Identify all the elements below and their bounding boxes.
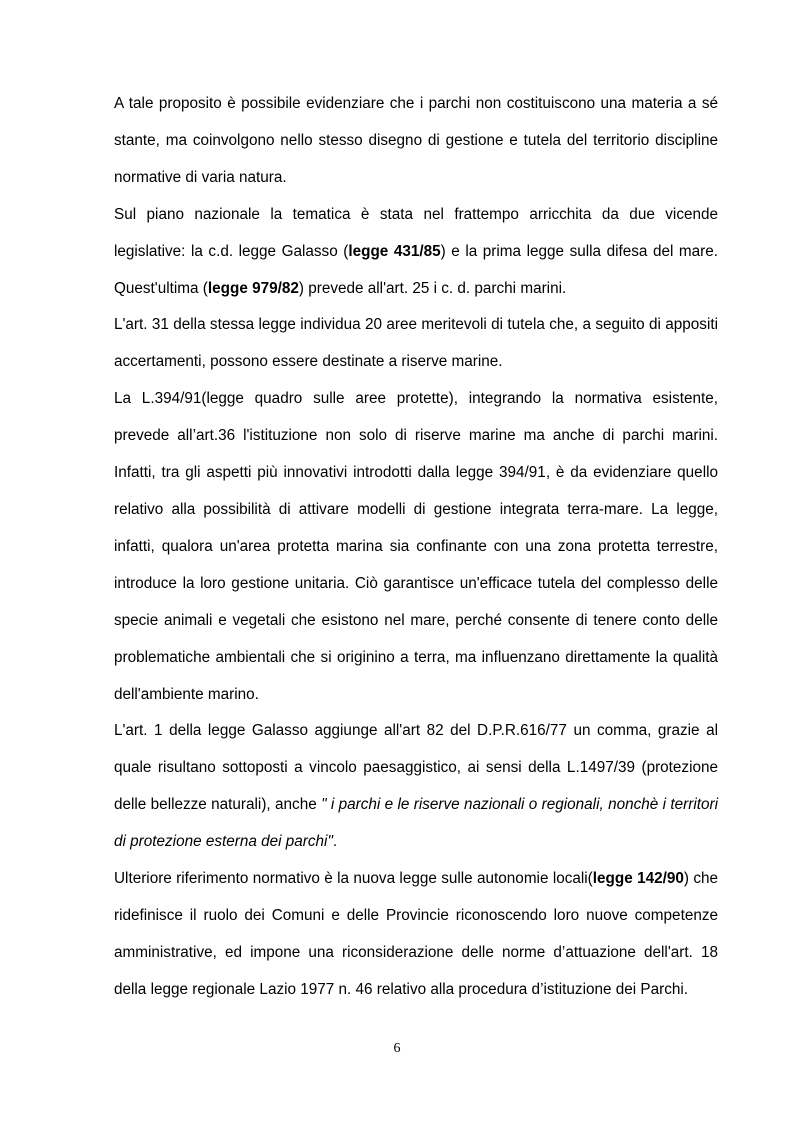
law-reference: legge 431/85 (348, 242, 441, 260)
law-reference: legge 142/90 (592, 870, 684, 888)
paragraph-national-plan: Sul piano nazionale la tematica è stata nel frattempo arricchita da due vicende legislative: la c.d. legge Galasso (legge 431/85) e la prima legge sulla difesa del mare. Quest'ultima (legge 979/82) prevede all'art. 25 i c. d. parchi marini. (114, 205, 719, 297)
paragraph-parks-discipline: A tale proposito è possibile evidenziare che i parchi non costituiscono una materia a sé stante, ma coinvolgono nello stesso disegno di gestione e tutela del territorio discipline normative di varia natura. (114, 95, 718, 186)
page-number: 6 (393, 1041, 401, 1056)
paragraph-local-autonomy: Ulteriore riferimento normativo è la nuova legge sulle autonomie locali(legge 142/90) che ridefinisce il ruolo dei Comuni e delle Provincie riconoscendo loro nuove competenze amministrative, ed impone una riconsiderazione delle norme d’attuazione dell'art. 18 della legge regionale Lazio 1977 n. 46 relativo alla procedura d’istituzione dei Parchi. (114, 870, 718, 998)
quotation: " i parchi e le riserve nazionali o regionali, nonchè i territori di protezione esterna dei parchi" (114, 796, 718, 851)
paragraph-galasso-art-1: L'art. 1 della legge Galasso aggiunge all'art 82 del D.P.R.616/77 un comma, grazie al quale risultano sottoposti a vincolo paesaggistico, ai sensi della L.1497/39 (protezione delle bellezze naturali), anche " i parchi e le riserve nazionali o regionali, nonchè i territori di protezione esterna dei parchi". (114, 722, 718, 851)
paragraph-art-31: L'art. 31 della stessa legge individua 20 aree meritevoli di tutela che, a seguito di appositi accertamenti, possono essere destinate a riserve marine. (114, 316, 718, 371)
law-reference: legge 979/82 (207, 279, 299, 297)
document-body (114, 86, 718, 1009)
paragraph-framework-law: La L.394/91(legge quadro sulle aree protette), integrando la normativa esistente, prevede all’art.36 l'istituzione non solo di riserve marine ma anche di parchi marini. Infatti, tra gli aspetti più innovativi introdotti dalla legge 394/91, è da evidenziare quello relativo alla possibilità di attivare modelli di gestione integrata terra-mare. La legge, infatti, qualora un'area protetta marina sia confinante con una zona protetta terrestre, introduce la loro gestione unitaria. Ciò garantisce un'efficace tutela del complesso delle specie animali e vegetali che esistono nel mare, perché consente di tenere conto delle problematiche ambientali che si originino a terra, ma influenzano direttamente la qualità dell'ambiente marino. (114, 390, 718, 703)
